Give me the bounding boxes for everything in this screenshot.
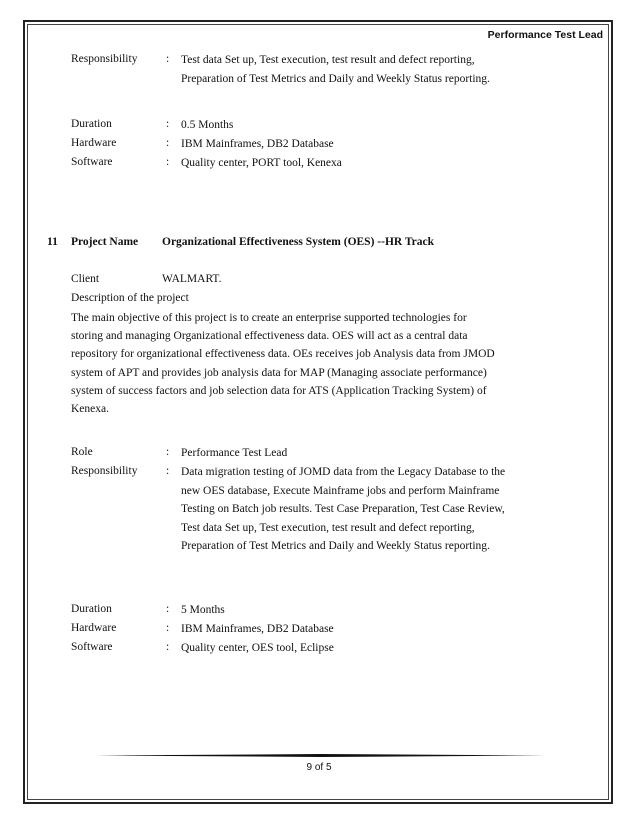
project-duration-value: 5 Months [181,604,225,616]
project-duration-label: Duration [71,603,112,615]
hardware-value: IBM Mainframes, DB2 Database [181,138,334,150]
project-name: Organizational Effectiveness System (OES) --HR Track [162,236,435,248]
project-hardware-label: Hardware [71,622,117,634]
description-line: The main objective of this project is to create an enterprise supported technologies for [71,312,467,324]
responsibility-line: Preparation of Test Metrics and Daily and Weekly Status reporting. [181,72,490,85]
responsibility-label: Responsibility [71,53,138,65]
project-software-colon: : [166,641,170,653]
project-duration-colon: : [166,603,170,615]
description-line: repository for organizational effectiveness data. OEs receives job Analysis data from JMOD [71,348,495,361]
responsibility-line: Test data Set up, Test execution, test result and defect reporting, [181,54,475,66]
header-title: Performance Test Lead [487,29,603,41]
hardware-label: Hardware [71,137,117,149]
software-label: Software [71,156,113,168]
duration-colon: : [166,118,170,130]
project-number: 11 [47,236,58,248]
responsibility-line: new OES database, Execute Mainframe jobs and perform Mainframe [181,484,500,497]
description-line: Kenexa. [71,403,109,416]
project-name-label: Project Name [71,236,139,248]
software-colon: : [166,156,170,168]
client-value: WALMART. [162,273,222,285]
page-number: 9 of 5 [306,762,332,773]
responsibility-line: Data migration testing of JOMD data from the Legacy Database to the [181,466,506,478]
project-responsibility-colon: : [166,465,170,477]
responsibility-line: Preparation of Test Metrics and Daily and Weekly Status reporting. [181,540,490,552]
role-value: Performance Test Lead [181,447,288,459]
project-responsibility-value [181,463,526,556]
description-line: system of success factors and job selection data for ATS (Application Tracking System) of [71,384,487,397]
software-value: Quality center, PORT tool, Kenexa [181,157,342,169]
hardware-colon: : [166,137,170,149]
responsibility-colon: : [166,53,170,65]
description-heading: Description of the project [71,292,189,304]
client-label: Client [71,273,100,285]
duration-value: 0.5 Months [181,119,234,131]
project-hardware-colon: : [166,622,170,634]
project-description [71,309,523,418]
role-label: Role [71,446,93,458]
responsibility-value [181,51,526,88]
footer-divider [96,754,546,757]
project-software-value: Quality center, OES tool, Eclipse [181,642,334,654]
project-hardware-value: IBM Mainframes, DB2 Database [181,623,334,635]
project-software-label: Software [71,641,113,653]
responsibility-line: Testing on Batch job results. Test Case Preparation, Test Case Review, [181,503,505,515]
project-responsibility-label: Responsibility [71,465,138,477]
responsibility-line: Test data Set up, Test execution, test result and defect reporting, [181,521,475,534]
duration-label: Duration [71,118,112,130]
role-colon: : [166,446,170,458]
description-line: storing and managing Organizational effectiveness data. OES will act as a central data [71,330,468,343]
description-line: system of APT and provides job analysis data for MAP (Managing associate performance) [71,366,487,379]
